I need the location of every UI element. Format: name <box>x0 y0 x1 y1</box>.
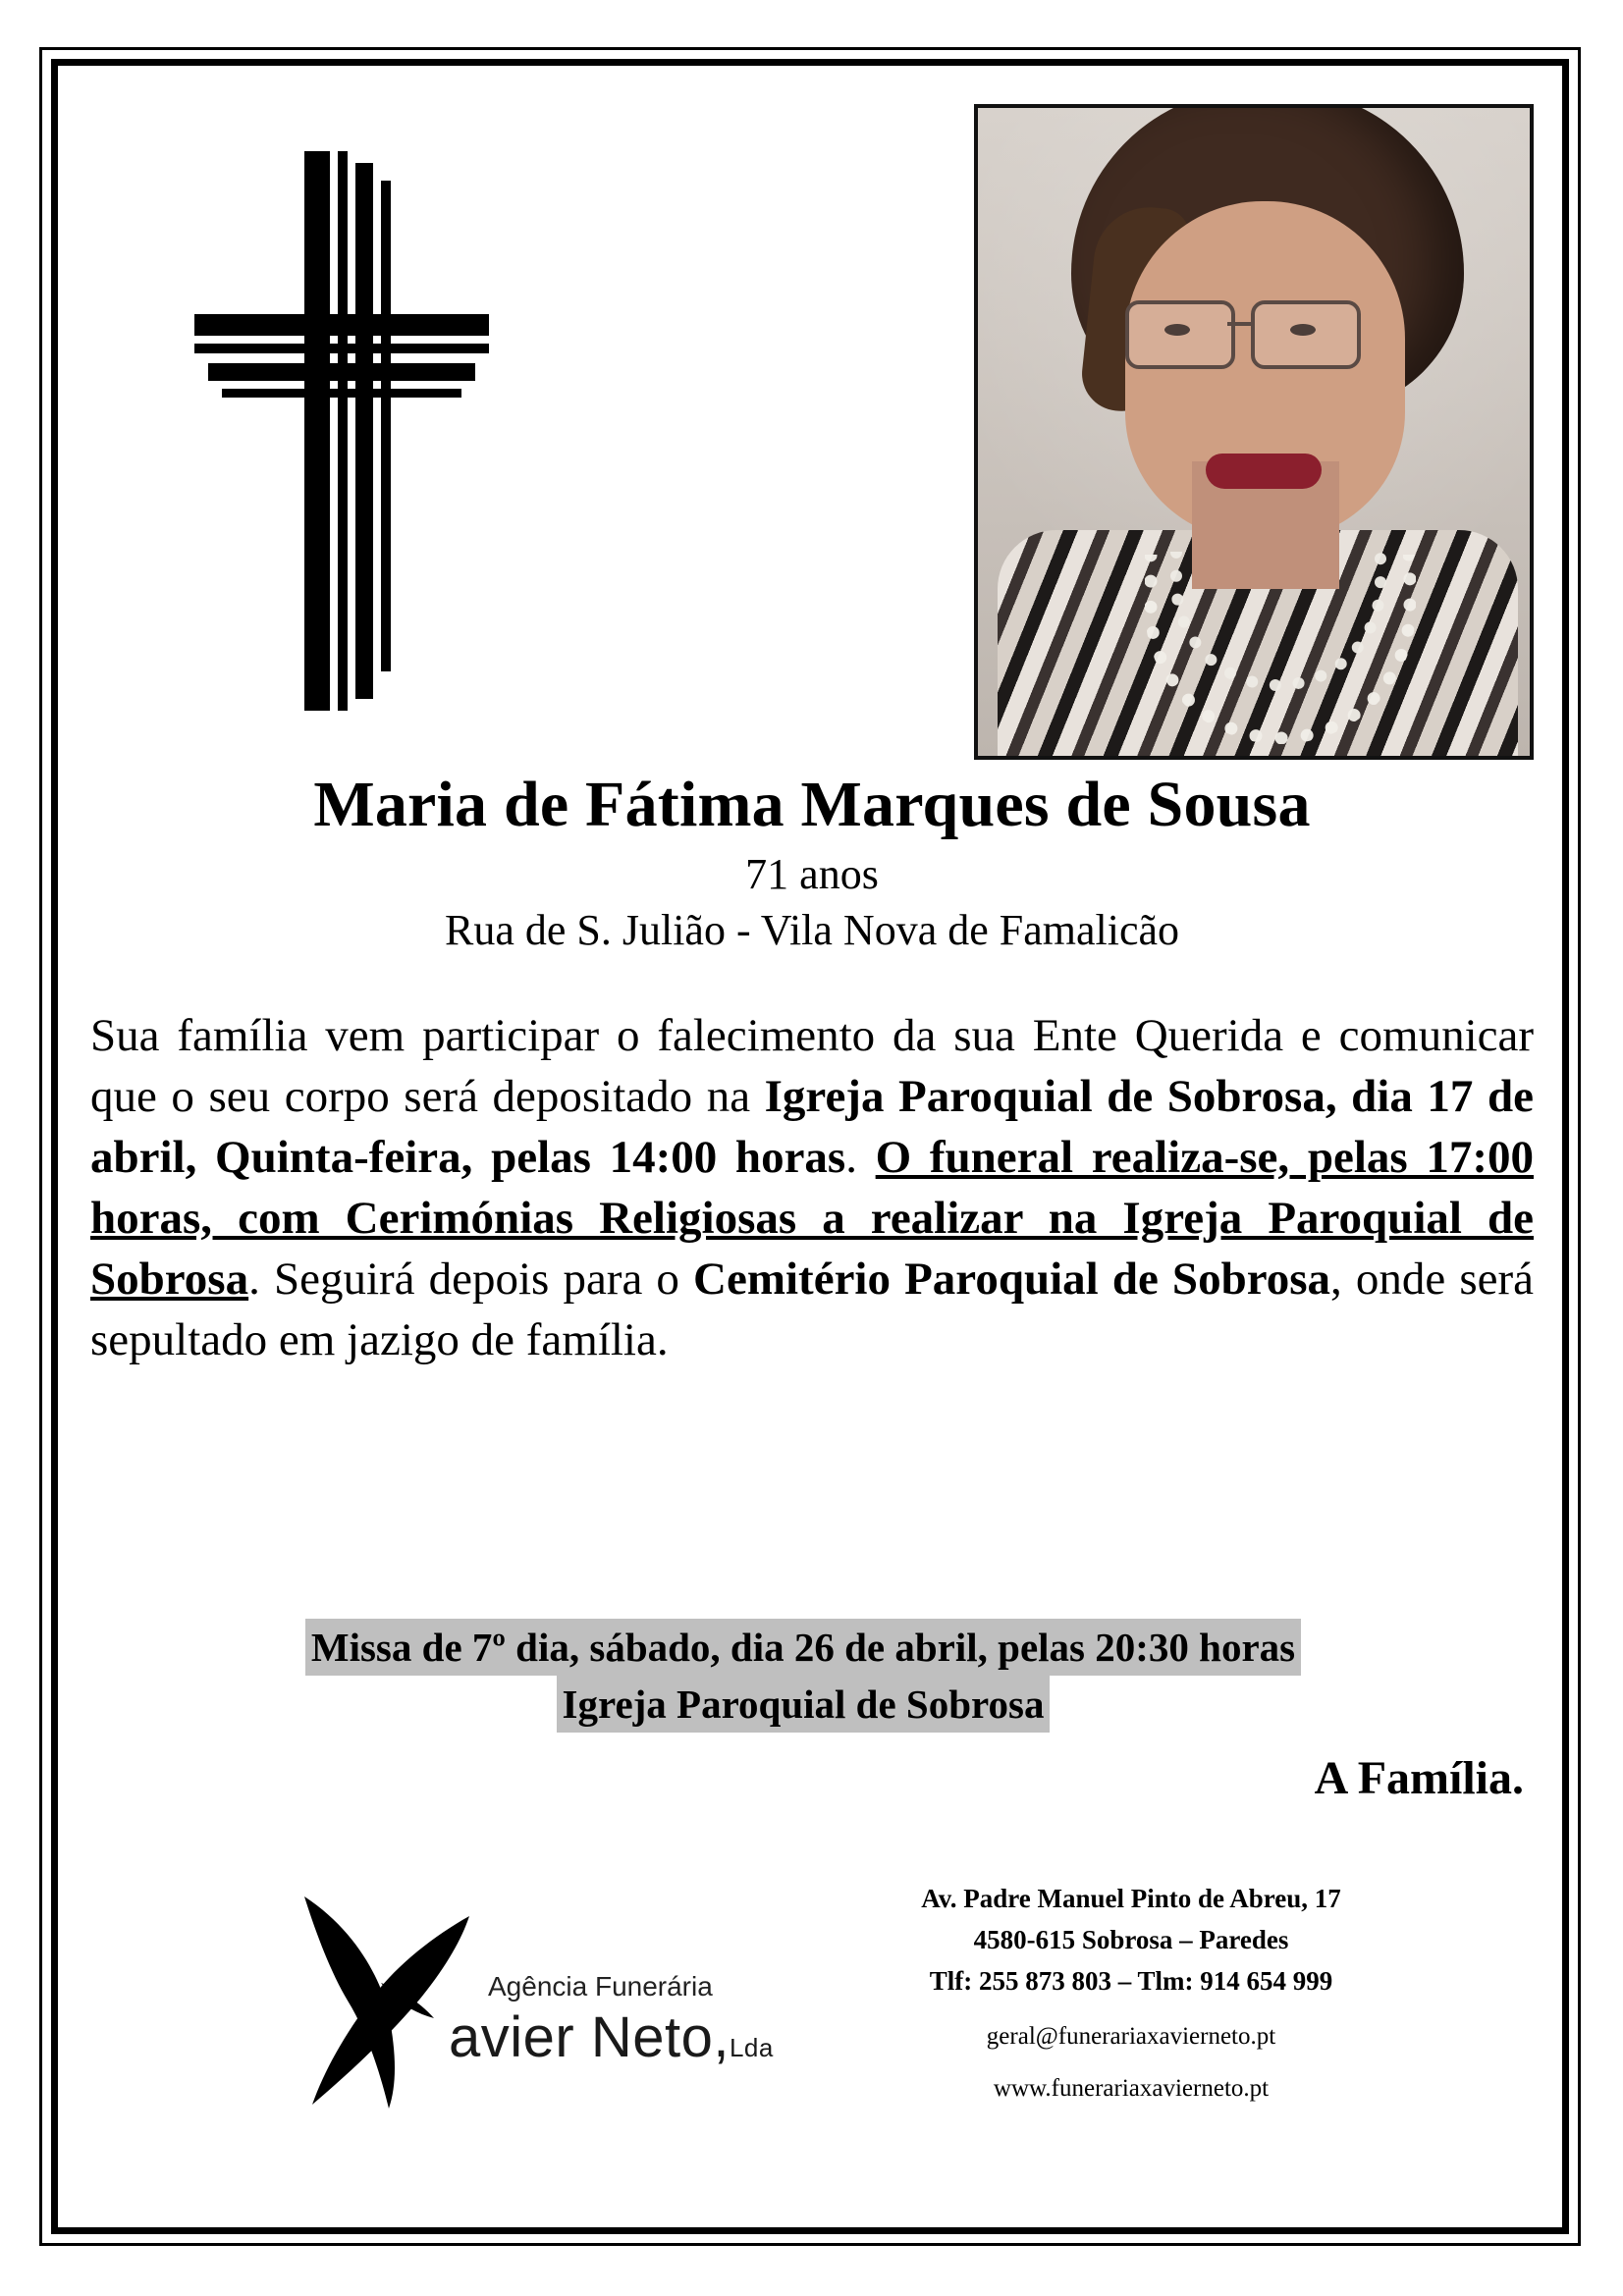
notice-content <box>81 82 1543 2213</box>
address-line-1: Av. Padre Manuel Pinto de Abreu, 17 <box>921 1884 1341 1913</box>
family-signature-period: . <box>1512 1752 1524 1804</box>
contact-details <box>856 1879 1406 2108</box>
address-line-2: 4580-615 Sobrosa – Paredes <box>973 1924 1289 1954</box>
seventh-day-mass-block <box>126 1619 1481 1733</box>
family-signature <box>1315 1751 1524 1805</box>
agency-label: Agência Funerária <box>488 1971 713 2002</box>
brand-text <box>449 1971 910 2070</box>
deceased-identity <box>81 770 1543 957</box>
announcement-paragraph <box>90 1005 1534 1370</box>
deceased-name: Maria de Fátima Marques de Sousa <box>313 769 1311 840</box>
announcement-bold1: Igreja Paroquial de Sobrosa, dia 17 de abril, Quinta-feira, pelas 14:00 horas <box>90 1071 1534 1184</box>
announcement-bold2: Cemitério Paroquial de Sobrosa <box>693 1254 1331 1306</box>
announcement-part1: Sua família vem participar o falecimento da sua Ente Querida e comunicar que o seu corpo será depositado na <box>90 1010 1534 1123</box>
deceased-age: 71 anos <box>745 850 879 899</box>
x-brush-logo-icon <box>287 1889 483 2114</box>
announcement-underlined: O funeral realiza-se, pelas 17:00 horas, com Cerimónias Religiosas a realizar na Igreja Paroquial de Sobrosa <box>90 1132 1534 1306</box>
brand-name <box>449 2004 910 2070</box>
announcement-part4: , onde será sepultado em jazigo de família. <box>90 1254 1535 1366</box>
email-address[interactable]: geral@funerariaxavierneto.pt <box>986 2022 1276 2050</box>
mass-line-2: Igreja Paroquial de Sobrosa <box>557 1676 1051 1733</box>
funeral-home-logo <box>287 1889 895 2114</box>
mass-line-1: Missa de 7º dia, sábado, dia 26 de abril, pelas 20:30 horas <box>305 1619 1301 1676</box>
website-url[interactable]: www.funerariaxavierneto.pt <box>993 2075 1270 2103</box>
deceased-photo <box>974 104 1534 760</box>
deceased-address: Rua de S. Julião - Vila Nova de Famalicão <box>444 906 1180 955</box>
footer <box>81 1879 1543 2173</box>
announcement-part3: . Seguirá depois para o <box>248 1254 694 1306</box>
cross-icon <box>179 141 532 730</box>
brand-name-main: avier Neto, <box>449 2005 730 2069</box>
brand-name-suffix: Lda <box>729 2033 774 2062</box>
announcement-part2: . <box>845 1132 876 1184</box>
family-signature-text: A Família <box>1314 1752 1512 1804</box>
phone-line: Tlf: 255 873 803 – Tlm: 914 654 999 <box>929 1965 1333 1996</box>
